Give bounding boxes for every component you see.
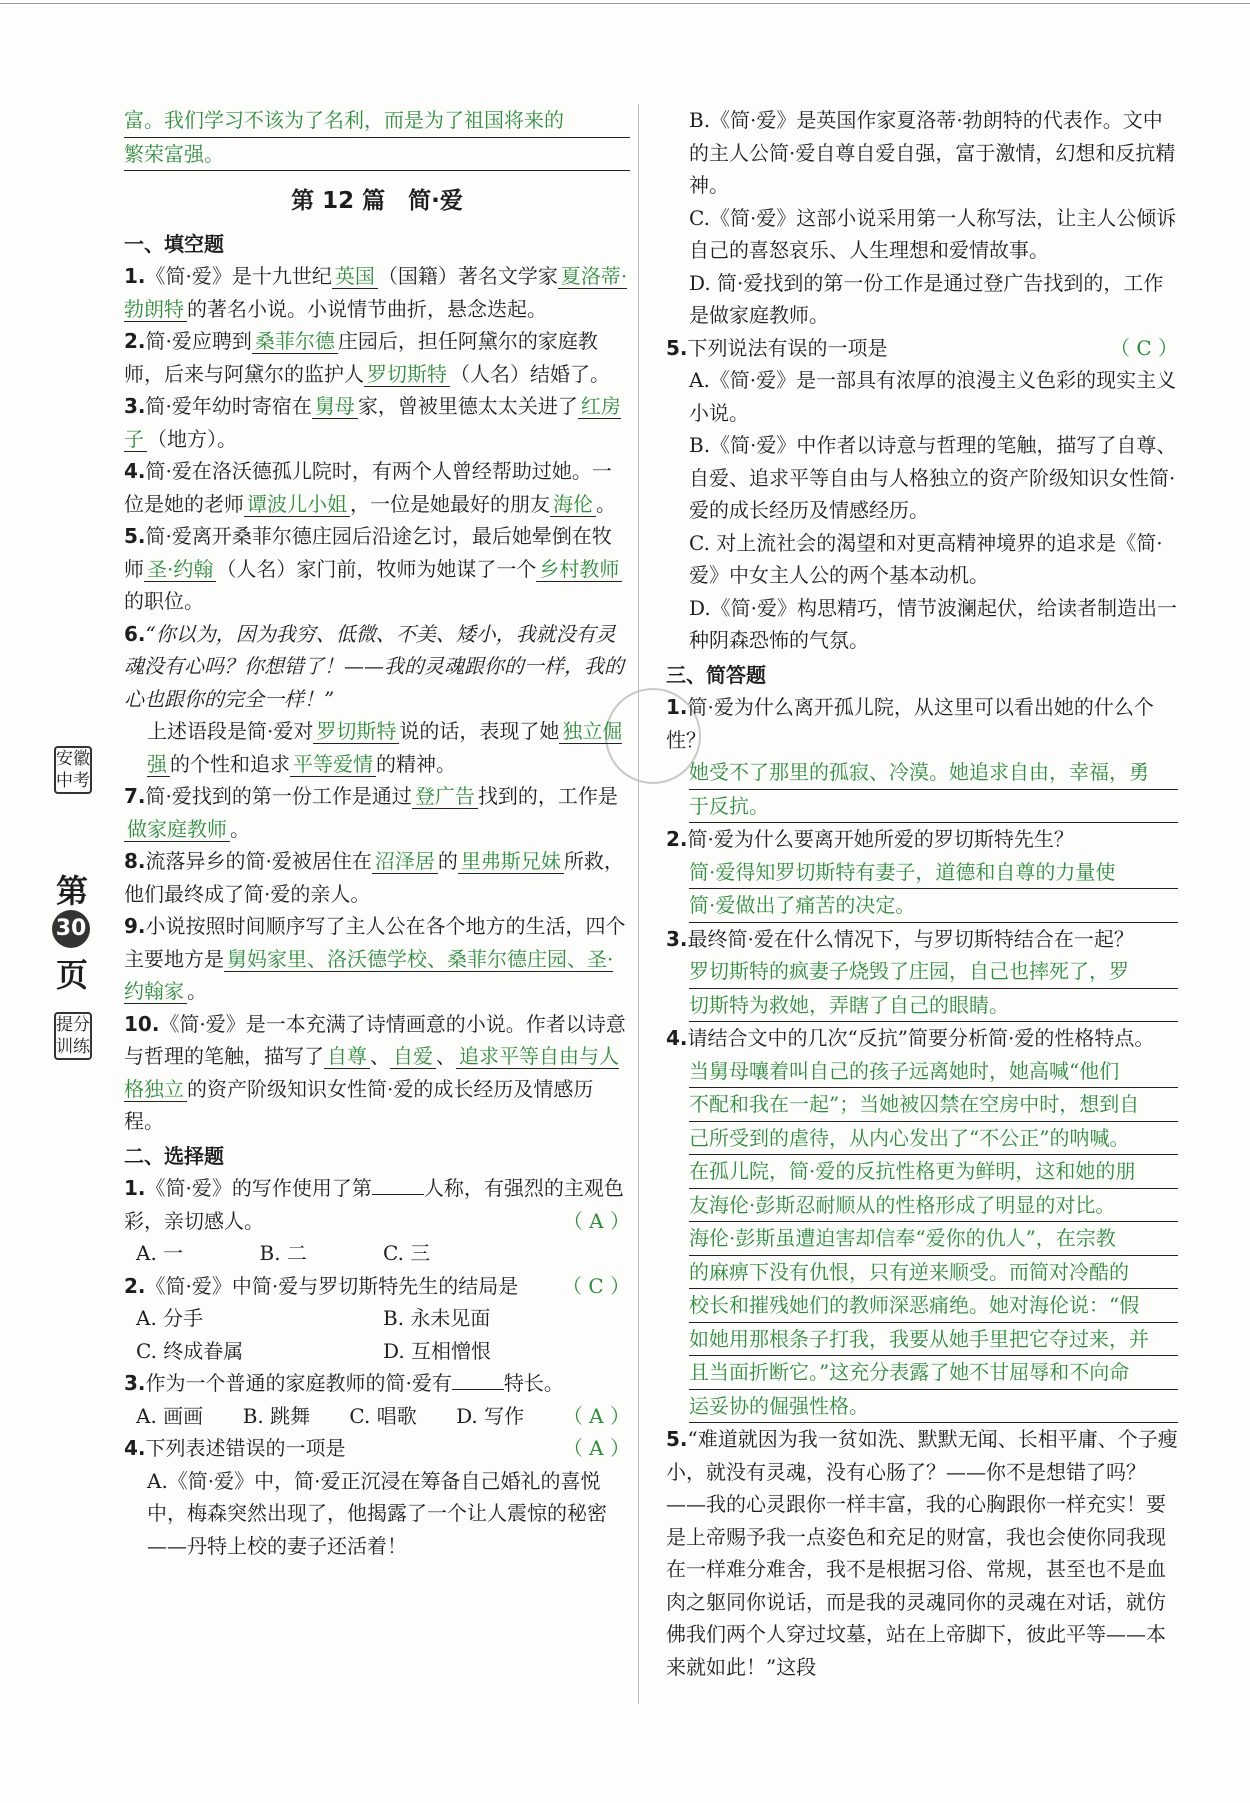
short-q1-answer: 她受不了那里的孤寂、冷漠。她追求自由，幸福，勇 于反抗。 <box>666 756 1178 823</box>
intro-line-1: 富。我们学习不该为了名利，而是为了祖国将来的 <box>124 104 630 138</box>
fill-q5: 5.简·爱离开桑菲尔德庄园后沿途乞讨，最后她晕倒在牧师 圣·约翰 （人名）家门前，牧师为她谋了一个 乡村教师的职位。 <box>124 520 630 618</box>
answer-mark: （ A ） <box>562 1436 630 1460</box>
short-q5: 5.“难道就因为我一贫如洗、默默无闻、长相平庸、个子瘦小，就没有灵魂，没有心肠了？——你不是想错了吗？——我的心灵跟你一样丰富，我的心胸跟你一样充实！要是上帝赐予我一点姿色和充足的财富，我也会使你同我现在一样难分难舍，我不是根据习俗、常规，甚至也不是血肉之躯同你说话，而是我的灵魂同你的灵魂在对话，就仿佛我们两个人穿过坟墓，站在上帝脚下，彼此平等——本来就如此！”这段 <box>666 1427 1178 1679</box>
short-q2: 2.简·爱为什么要离开她所爱的罗切斯特先生？ <box>666 827 1074 851</box>
fill-q1: 1.《简·爱》是十九世纪 英国 （国籍）著名文学家 夏洛蒂·勃朗特 的著名小说。小说情节曲折，悬念迭起。 <box>124 264 628 321</box>
choice-q5: 5.下列说法有误的一项是 （ C ） <box>666 332 1178 365</box>
short-q3-answer: 罗切斯特的疯妻子烧毁了庄园，自己也摔死了，罗 切斯特为救她，弄瞎了自己的眼睛。 <box>666 955 1178 1022</box>
choice-q4-option-a: A.《简·爱》中，简·爱正沉浸在筹备自己婚礼的喜悦中，梅森突然出现了，他揭露了一个让人震惊的秘密——丹特上校的妻子还活着！ <box>147 1468 607 1558</box>
choice-q4-option-c: C.《简·爱》这部小说采用第一人称写法，让主人公倾诉自己的喜怒哀乐、人生理想和爱情故事。 <box>689 205 1177 262</box>
article-title: 第 12 篇 简·爱 <box>291 188 463 214</box>
section-choice-heading: 二、选择题 <box>124 1143 224 1168</box>
fill-q9: 9.小说按照时间顺序写了主人公在各个地方的生活，四个主要地方是 舅妈家里、洛沃德学校、桑菲尔德庄园、圣·约翰家 。 <box>124 914 626 1003</box>
side-page-number: 30 <box>52 910 90 948</box>
fill-q2: 2.简·爱应聘到 桑菲尔德 庄园后，担任阿黛尔的家庭教师，后来与阿黛尔的监护人 罗切斯特 （人名）结婚了。 <box>124 329 610 386</box>
choice-q5-option-d: D.《简·爱》构思精巧，情节波澜起伏，给读者制造出一种阴森恐怖的气氛。 <box>689 595 1178 652</box>
column-divider <box>638 104 639 1704</box>
fill-q7: 7.简·爱找到的第一份工作是通过 登广告 找到的，工作是做家庭教师 。 <box>124 784 618 841</box>
section-short-answer-heading: 三、简答题 <box>666 662 766 687</box>
fill-q8: 8.流落异乡的简·爱被居住在 沼泽居 的 里弗斯兄妹 所救，他们最终成了简·爱的亲人。 <box>124 849 624 906</box>
fill-q10: 10.《简·爱》是一本充满了诗情画意的小说。作者以诗意与哲理的笔触，描写了 自尊 、 自爱 、 追求平等自由与人格独立 的资产阶级知识女性简·爱的成长经历及情感历程。 <box>124 1011 626 1133</box>
fill-q6: 6.“你以为，因为我穷、低微、不美、矮小，我就没有灵魂没有心吗？你想错了！——我的灵魂跟你的一样，我的心也跟你的完全一样！” <box>124 621 624 711</box>
section-fill-heading: 一、填空题 <box>124 231 224 256</box>
choice-q4-option-d: D. 简·爱找到的第一份工作是通过登广告找到的，工作是做家庭教师。 <box>689 270 1164 327</box>
short-q4-answer: 当舅母嚷着叫自己的孩子远离她时，她高喊“他们 不配和我在一起”；当她被囚禁在空房中时，想到自 己所受到的虐待，从内心发出了“不公正”的呐喊。 在孤儿院，简·爱的反抗性格更为鲜明，这和她的朋 友海伦·彭斯忍耐顺从的性格形成了明显的对比。 海伦·彭斯虽遭迫害却信奉“爱你的仇人”，在宗教 的麻痹下没有仇恨，只有逆来顺受。而简对冷酷的 校长和摧残她们的教师深恶痛绝。她对海伦说：“假 如她用那根条子打我，我要从她手里把它夺过来，并 且当面折断它。”这充分表露了她不甘屈辱和不向命 运妥协的倔强性格。 <box>666 1055 1178 1424</box>
choice-q4-option-b: B.《简·爱》是英国作家夏洛蒂·勃朗特的代表作。文中的主人公简·爱自尊自爱自强，富于激情，幻想和反抗精神。 <box>689 108 1176 197</box>
choice-q4: 4.下列表述错误的一项是 （ A ） <box>124 1432 630 1465</box>
answer-mark: （ A ） <box>562 1208 630 1233</box>
short-q2-answer: 简·爱得知罗切斯特有妻子，道德和自尊的力量使 简·爱做出了痛苦的决定。 <box>666 856 1178 923</box>
choice-q1-options: A. 一 B. 二 C. 三 <box>136 1241 431 1265</box>
fill-q4: 4.简·爱在洛沃德孤儿院时，有两个人曾经帮助过她。一位是她的老师 谭波儿小姐 ，一位是她最好的朋友 海伦 。 <box>124 459 616 516</box>
short-q1: 1.简·爱为什么离开孤儿院，从这里可以看出她的什么个性？ <box>666 695 1154 752</box>
side-tab-training: 提分训练 <box>54 1012 92 1060</box>
short-q4: 4.请结合文中的几次“反抗”简要分析简·爱的性格特点。 <box>666 1026 1155 1050</box>
choice-q2-options-row2: C. 终成眷属 D. 互相憎恨 <box>136 1338 492 1363</box>
answer-mark: （ C ） <box>561 1273 630 1298</box>
choice-q5-option-c: C. 对上流社会的渴望和对更高精神境界的追求是《简·爱》中女主人公的两个基本动机。 <box>689 530 1163 587</box>
choice-q5-option-a: A.《简·爱》是一部具有浓厚的浪漫主义色彩的现实主义小说。 <box>689 368 1177 425</box>
choice-q3: 3.作为一个普通的家庭教师的简·爱有 特长。 （ A ） <box>124 1367 630 1400</box>
choice-q1: 1.《简·爱》的写作使用了第 人称，有强烈的主观色彩，亲切感人。 （ A ） <box>124 1172 630 1237</box>
side-label-ye: 页 <box>55 956 88 994</box>
choice-q5-option-b: B.《简·爱》中作者以诗意与哲理的笔触，描写了自尊、自爱、追求平等自由与人格独立的资产阶级知识女性简·爱的成长经历及情感经历。 <box>689 433 1177 522</box>
choice-q3-options: A. 画画 B. 跳舞 C. 唱歌 D. 写作 <box>136 1403 525 1428</box>
fill-q6-answer: 上述语段是简·爱对 罗切斯特 说的话，表现了她 独立倔强 的个性和追求 平等爱情 的精神。 <box>147 719 623 776</box>
top-rule <box>0 3 1250 4</box>
right-column <box>666 104 1178 1683</box>
choice-q2: 2.《简·爱》中简·爱与罗切斯特先生的结局是 （ C ） <box>124 1270 630 1303</box>
intro-line-2: 繁荣富强。 <box>124 138 630 172</box>
side-tab-region: 安徽中考 <box>54 746 92 794</box>
left-column <box>124 104 630 1562</box>
short-q3: 3.最终简·爱在什么情况下，与罗切斯特结合在一起？ <box>666 926 1134 951</box>
fill-q3: 3.简·爱年幼时寄宿在 舅母 家，曾被里德太太关进了 红房子 （地方）。 <box>124 394 621 451</box>
answer-mark: （ C ） <box>1109 335 1178 360</box>
side-label-di: 第 <box>55 872 88 910</box>
choice-q2-options-row1: A. 分手 B. 永未见面 <box>136 1306 491 1330</box>
answer-mark: （ A ） <box>562 1403 630 1428</box>
